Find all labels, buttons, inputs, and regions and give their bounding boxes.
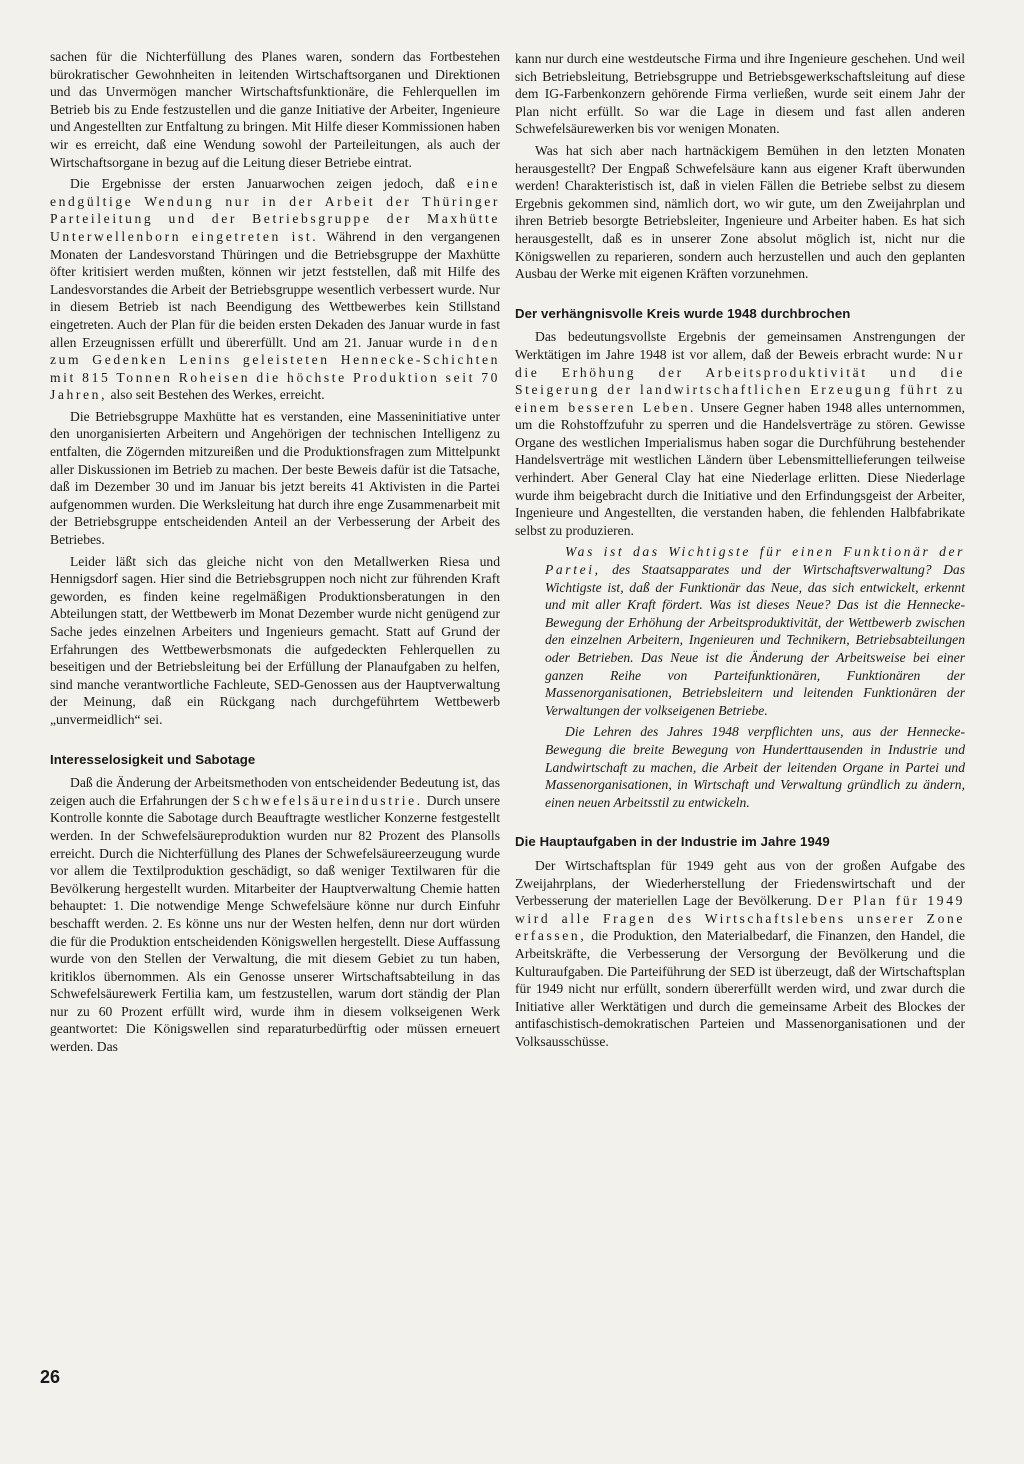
emphasis-spaced: Nur die Erhöhung der Arbeitsproduktivität und die Steigerung der landwirtschaftlichen Erzeugung führt zu einem besseren Leben. [515,346,965,415]
emphasis-spaced: Schwefelsäureindustrie. [232,792,423,808]
text-run: Das bedeutungsvollste Ergebnis der gemeinsamen Anstrengungen der Werktätigen im Jahre 1948 ist vor allem, daß der Beweis erbracht wurde: [515,329,965,362]
left-column [50,48,500,1060]
right-column [515,50,965,1054]
emphasis-spaced: Der Plan für 1949 wird alle Fragen des Wirtschaftslebens unserer Zone erfassen, [515,893,965,944]
text-run: Unsere Gegner haben 1948 alles unternommen, um die Rohstoffzufuhr zu sperren und die Handelsverträge zu stören. Gewisse Organe des westlichen Imperialismus haben sogar die Durchführung bestehender Handelsverträge mit westlichen Ländern über Lebensmittellieferungen teilweise verhindert. Aber General Clay hat eine Niederlage erlitten. Diese Niederlage wurde ihm beigebracht durch die Initiative und den Erfindungsgeist der Arbeiter, Ingenieure und Angestellten, die verstanden haben, die fehlenden Halbfabrikate selbst zu produzieren. [515,399,965,538]
text-run: des Staatsapparates und der Wirtschaftsverwaltung? Das Wichtigste ist, daß der Funktionär das Neue, das sich entwickelt, erkennt und mit aller Kraft fördert. Was ist dieses Neue? Das ist die Hennecke-Bewegung der Erhöhung der Arbeitsproduktivität, der Wettbewerb zwischen den einzelnen Arbeitern, Ingenieuren und Technikern, Betriebsabteilungen oder Betrieben. Das Neue ist die Änderung der Arbeitsweise bei einer ganzen Reihe von Parteifunktionären, Funktionären der Massenorganisationen, Betriebsleitern und leitenden Funktionären der Verwaltungen der volkseigenen Betriebe. [545,562,965,718]
quote-paragraph: Die Lehren des Jahres 1948 verpflichten uns, aus der Hennecke-Bewegung die breite Bewegung von Hunderttausenden in Industrie und Landwirtschaft zu machen, die Arbeit der leitenden Organe in Partei und Massenorganisationen, in Wirtschaft und Verwaltung gründlich zu ändern, einen neuen Arbeitsstil zu entwickeln. [545,724,965,810]
paragraph [50,175,500,404]
text-run: die Produktion, den Materialbedarf, die Finanzen, den Handel, die Arbeitskräfte, die Verbesserung der Versorgung der Bevölkerung und die Kulturaufgaben. Die Parteiführung der SED ist überzeugt, daß der Wirtschaftsplan für 1949 nicht nur erfüllt, sondern übererfüllt werden wird, und zwar durch die Initiative aller Werktätigen und durch die gemeinsame Arbeit des Blockes der antifaschistisch-demokratischen Parteien und Massenorganisationen und der Volksausschüsse. [515,928,965,1049]
text-run: Der Wirtschaftsplan für 1949 geht aus von der großen Aufgabe des Zweijahrplans, der Wiederherstellung der Friedenswirtschaft und der Verbesserung der materiellen Lage der Bevölkerung. [515,857,965,909]
paragraph: Leider läßt sich das gleiche nicht von den Metallwerken Riesa und Hennigsdorf sagen. Hier sind die Betriebsgruppen noch nicht zur führenden Kraft geworden, es finden keine regelmäßigen Produktionsberatungen in den Abteilungen statt, der Wettbewerb im Monat Dezember wurde nicht genügend zur Sache jedes einzelnen Arbeiters und Ingenieurs gemacht. Statt auf Grund der Erfahrungen des Wettbewerbsmonats die aufgedeckten Fehlerquellen zu beseitigen und der Betriebsleitung bei der Erfüllung der Planaufgaben zu helfen, sind manche verantwortliche Fachleute, SED-Genossen aus der Hauptverwaltung der Meinung, daß ein Rückgang nach durchgeführtem Wettbewerb „unvermeidlich“ sei. [50,553,500,727]
quote-paragraph [545,543,965,719]
paragraph [515,857,965,1051]
paragraph [515,328,965,539]
emphasis-spaced: Was ist das Wichtigste für einen Funktionär der Partei, [545,544,965,578]
emphasis-spaced: eine endgültige Wendung nur in der Arbeit der Thüringer Parteileitung und der Betriebsgruppe der Maxhütte Unterwellenborn eingetreten ist. [50,176,500,244]
text-run: Die Ergebnisse der ersten Januarwochen zeigen jedoch, daß [70,176,467,192]
paragraph [50,774,500,1056]
section-heading: Der verhängnisvolle Kreis wurde 1948 durchbrochen [515,305,851,321]
section-heading: Die Hauptaufgaben in der Industrie im Jahre 1949 [515,834,830,850]
emphasis-spaced: in den zum Gedenken Lenins geleisteten Hennecke-Schichten mit 815 Tonnen Roheisen die höchste Produktion seit 70 Jahren, [50,334,500,403]
paragraph: Was hat sich aber nach hartnäckigem Bemühen in den letzten Monaten herausgestellt? Der Engpaß Schwefelsäure kann aus eigener Kraft überwunden werden! Charakteristisch ist, daß in vielen Fällen die Betriebe selbst zu diesem Ergebnis gekommen sind, nämlich dort, wo wir gute, um den Zweijahrplan und ihren Betrieb besorgte Betriebsleiter, Ingenieure und Arbeiter haben. Es hat sich herausgestellt, daß es in unserer Zone absolut möglich ist, nicht nur die Königswellen zu reparieren, sondern auch herzustellen und auch den geplanten Ausbau der Werke mit eigenen Kräften vorzunehmen. [515,142,965,282]
text-run: Während in den vergangenen Monaten der Landesvorstand Thüringen und die Betriebsgruppe der Maxhütte öfter kritisiert werden mußten, können wir jetzt feststellen, daß mit Hilfe des Landesvorstandes die Arbeit der Betriebsgruppe wesentlich verbessert wurde. Nur in diesem Betrieb ist nach Beendigung des Wettbewerbes kein Stillstand eingetreten. Auch der Plan für die beiden ersten Dekaden des Januar wurde in fast allen Erzeugnissen erfüllt und übererfüllt. Und am 21. Januar wurde [50,228,500,350]
paragraph: kann nur durch eine westdeutsche Firma und ihre Ingenieure geschehen. Und weil sich Betriebsleitung, Betriebsgruppe und Betriebsgewerkschaftsleitung auf diese dem IG-Farbenkonzern gehörende Firma verließen, wurde seit einem Jahr der Plan nicht erfüllt. So war die Lage in diesem und fast allen anderen Schwefelsäurewerken bis vor wenigen Monaten. [515,51,965,137]
section-heading: Interesselosigkeit und Sabotage [50,751,256,767]
paragraph: sachen für die Nichterfüllung des Planes waren, sondern das Fortbestehen bürokratischer Gewohnheiten in leitenden Wirtschaftsorganen und Direktionen und das Unvermögen mancher Wirtschaftsfunktionäre, die Fehlerquellen im Betrieb bis zu Ende festzustellen und die ganze Initiative der Arbeiter, Ingenieure und Angestellten zur Entfaltung zu bringen. Mit Hilfe dieser Kommissionen haben wir es erreicht, daß eine Wendung sowohl der Parteileitungen, als auch der Wirtschaftsorgane in bezug auf die Leitung dieser Betriebe eintrat. [50,49,500,170]
text-run: Daß die Änderung der Arbeitsmethoden von entscheidender Bedeutung ist, das zeigen auch die Erfahrungen der [50,775,500,808]
text-run: also seit Bestehen des Werkes, erreicht. [107,387,325,403]
italic-quote-block [545,543,965,811]
paragraph: Die Betriebsgruppe Maxhütte hat es verstanden, eine Masseninitiative unter den unorganisierten Arbeitern und Angehörigen der technischen Intelligenz zu entfalten, die Zögernden mitzureißen und die Produktionsfragen zum Mittelpunkt aller Diskussionen im Betrieb zu machen. Der beste Beweis dafür ist die Tatsache, daß im Dezember 30 und im Januar bis jetzt bereits 41 Aktivisten in die Partei aufgenommen wurden. Die Werksleitung hat durch ihre enge Zusammenarbeit mit der Betriebsgruppe entscheidenden Anteil an der Verbesserung der Arbeit des Betriebes. [50,408,500,548]
page-number: 26 [40,1367,61,1387]
text-run: Durch unsere Kontrolle konnte die Sabotage durch Beauftragte westlicher Konzerne festgestellt werden. In der Schwefelsäureproduktion wurden nur 82 Prozent des Plansolls erreicht. Durch die Nichterfüllung des Planes der Schwefelsäureerzeugung wurde vor allem die Textilproduktion geschädigt, so daß weniger Textilwaren für die Bevölkerung hergestellt wurden. Mitarbeiter der Hauptverwaltung Chemie hatten behauptet: 1. Die notwendige Menge Schwefelsäure könne nur durch Einfuhr beschafft werden. 2. Es könne uns nur der Westen helfen, denn nur dort würden die für die Produktion entscheidenden Königswellen hergestellt. Diese Auffassung wurde von den Stellen der Verwaltung, die mit diesem Gebiet zu tun haben, kritiklos übernommen. Als ein Genosse unserer Wirtschaftsabteilung in das Schwefelsäurewerk Fertilia kam, um festzustellen, warum dort ständig der Plan nur zu 60 Prozent erfüllt wird, wurde ihm in diesem volkseigenen Werk geantwortet: Die Königswellen sind reparaturbedürftig oder müssen erneuert werden. Das [50,792,501,1055]
